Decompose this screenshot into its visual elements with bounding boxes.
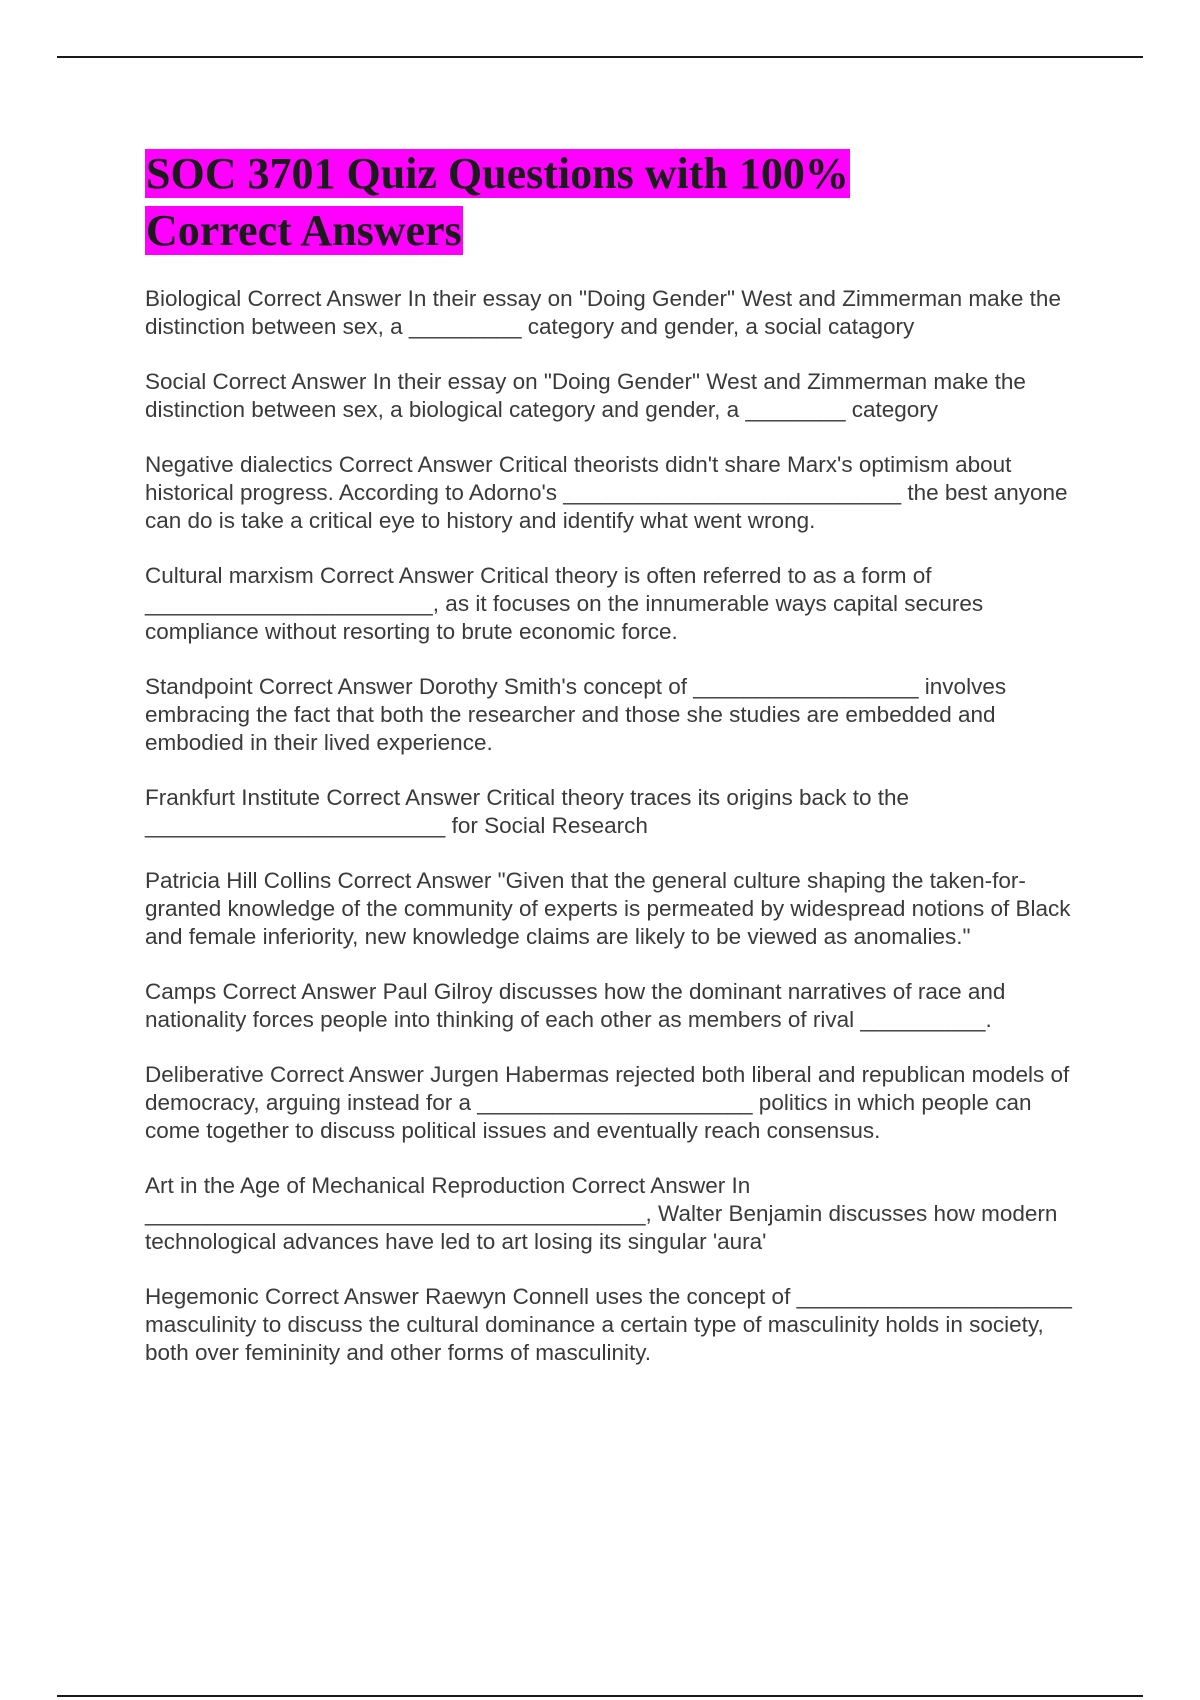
- qa-item-2: Social Correct Answer In their essay on "Doing Gender" West and Zimmerman make the distinction between sex, a biological category and gender, a ________ category: [145, 369, 1026, 422]
- qa-item-1: Biological Correct Answer In their essay on "Doing Gender" West and Zimmerman make the distinction between sex, a _________ category and gender, a social catagory: [145, 286, 1061, 339]
- page-content: [145, 145, 1090, 1394]
- qa-item-3: Negative dialectics Correct Answer Critical theorists didn't share Marx's optimism about historical progress. According to Adorno's ___________________________ the best anyone can do is take a critical eye to history and identify what went wrong.: [145, 452, 1068, 533]
- page-title: [145, 145, 1090, 259]
- title-line-2: Correct Answers: [146, 206, 462, 255]
- qa-item-10: Art in the Age of Mechanical Reproduction Correct Answer In ________________________________________, Walter Benjamin discusses how modern technological advances have led to art losing its singular 'aura': [145, 1173, 1058, 1254]
- qa-item-8: Camps Correct Answer Paul Gilroy discusses how the dominant narratives of race and nationality forces people into thinking of each other as members of rival __________.: [145, 979, 1006, 1032]
- qa-list: [145, 285, 1090, 1367]
- qa-item-6: Frankfurt Institute Correct Answer Critical theory traces its origins back to the ________________________ for Social Research: [145, 785, 910, 838]
- qa-item-5: Standpoint Correct Answer Dorothy Smith's concept of __________________ involves embracing the fact that both the researcher and those she studies are embedded and embodied in their lived experience.: [145, 674, 1007, 755]
- qa-item-7: Patricia Hill Collins Correct Answer "Given that the general culture shaping the taken-for-granted knowledge of the community of experts is permeated by widespread notions of Black and female inferiority, new knowledge claims are likely to be viewed as anomalies.": [145, 868, 1071, 949]
- qa-item-11: Hegemonic Correct Answer Raewyn Connell uses the concept of ______________________ masculinity to discuss the cultural dominance a certain type of masculinity holds in society, both over femininity and other forms of masculinity.: [145, 1284, 1072, 1365]
- qa-item-9: Deliberative Correct Answer Jurgen Habermas rejected both liberal and republican models of democracy, arguing instead for a ______________________ politics in which people can come together to discuss political issues and eventually reach consensus.: [145, 1062, 1070, 1143]
- title-line-1: SOC 3701 Quiz Questions with 100%: [146, 149, 849, 198]
- header-rule: [57, 56, 1143, 58]
- footer-rule: [57, 1695, 1143, 1697]
- qa-item-4: Cultural marxism Correct Answer Critical theory is often referred to as a form of _______________________, as it focuses on the innumerable ways capital secures compliance without resorting to brute economic force.: [145, 563, 984, 644]
